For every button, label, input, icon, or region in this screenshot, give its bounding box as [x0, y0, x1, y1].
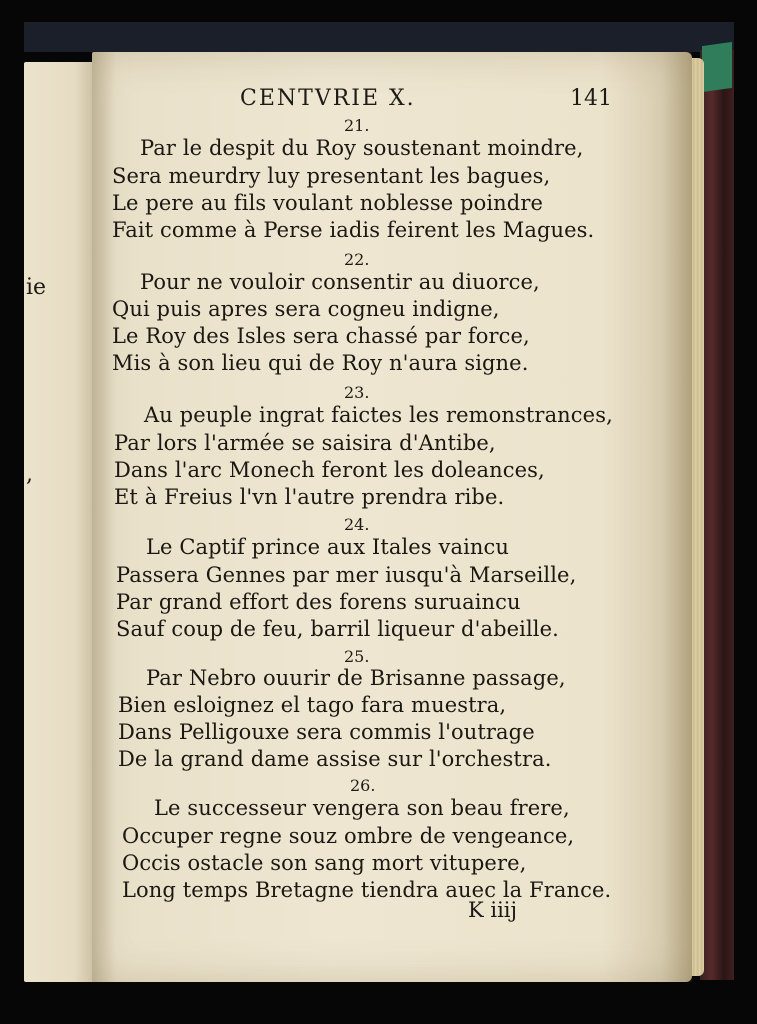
left-page-fragment: ,: [26, 462, 33, 487]
verse-line: De la grand dame assise sur l'orchestra.: [118, 747, 552, 771]
quatrain-number: 22.: [344, 250, 370, 269]
background-strip: [24, 22, 734, 52]
verse-line: Dans l'arc Monech feront les doleances,: [114, 458, 545, 482]
verse-line: Le pere au fils voulant noblesse poindre: [112, 191, 543, 215]
left-page-fragment: ie: [26, 275, 47, 300]
cover-corner: [702, 42, 732, 92]
left-page: [24, 62, 96, 982]
verse-line: Au peuple ingrat faictes les remonstrances,: [144, 403, 613, 427]
quatrain-number: 23.: [344, 383, 370, 402]
verse-line: Fait comme à Perse iadis feirent les Magues.: [112, 218, 595, 242]
quatrain-number: 25.: [344, 647, 370, 666]
verse-line: Long temps Bretagne tiendra auec la France.: [122, 878, 612, 902]
verse-line: Dans Pelligouxe sera commis l'outrage: [118, 720, 535, 744]
quatrain-number: 26.: [350, 776, 376, 795]
verse-line: Par grand effort des forens suruaincu: [116, 590, 521, 614]
verse-line: Par Nebro ouurir de Brisanne passage,: [146, 666, 566, 690]
verse-line: Par le despit du Roy soustenant moindre,: [140, 136, 584, 160]
verse-line: Le successeur vengera son beau frere,: [154, 796, 570, 820]
book-cover-edge: [700, 50, 734, 980]
quatrain-number: 24.: [344, 515, 370, 534]
signature-mark: K iiij: [468, 898, 518, 922]
verse-line: Le Roy des Isles sera chassé par force,: [112, 324, 530, 348]
verse-line: Sauf coup de feu, barril liqueur d'abeille.: [116, 617, 559, 641]
verse-line: Le Captif prince aux Itales vaincu: [146, 535, 509, 559]
verse-line: Qui puis apres sera cogneu indigne,: [112, 297, 500, 321]
quatrain-number: 21.: [344, 116, 370, 135]
verse-line: Et à Freius l'vn l'autre prendra ribe.: [114, 485, 505, 509]
verse-line: Occis ostacle son sang mort vitupere,: [122, 851, 527, 875]
verse-line: Mis à son lieu qui de Roy n'aura signe.: [112, 351, 529, 375]
verse-line: Passera Gennes par mer iusqu'à Marseille,: [116, 563, 577, 587]
verse-line: Bien esloignez el tago fara muestra,: [118, 693, 507, 717]
verse-line: Sera meurdry luy presentant les bagues,: [112, 164, 551, 188]
verse-line: Par lors l'armée se saisira d'Antibe,: [114, 431, 496, 455]
verse-line: Occuper regne souz ombre de vengeance,: [122, 824, 575, 848]
verse-line: Pour ne vouloir consentir au diuorce,: [140, 270, 540, 294]
page-header: CENTVRIE X.: [240, 86, 416, 111]
page-number: 141: [570, 86, 612, 111]
